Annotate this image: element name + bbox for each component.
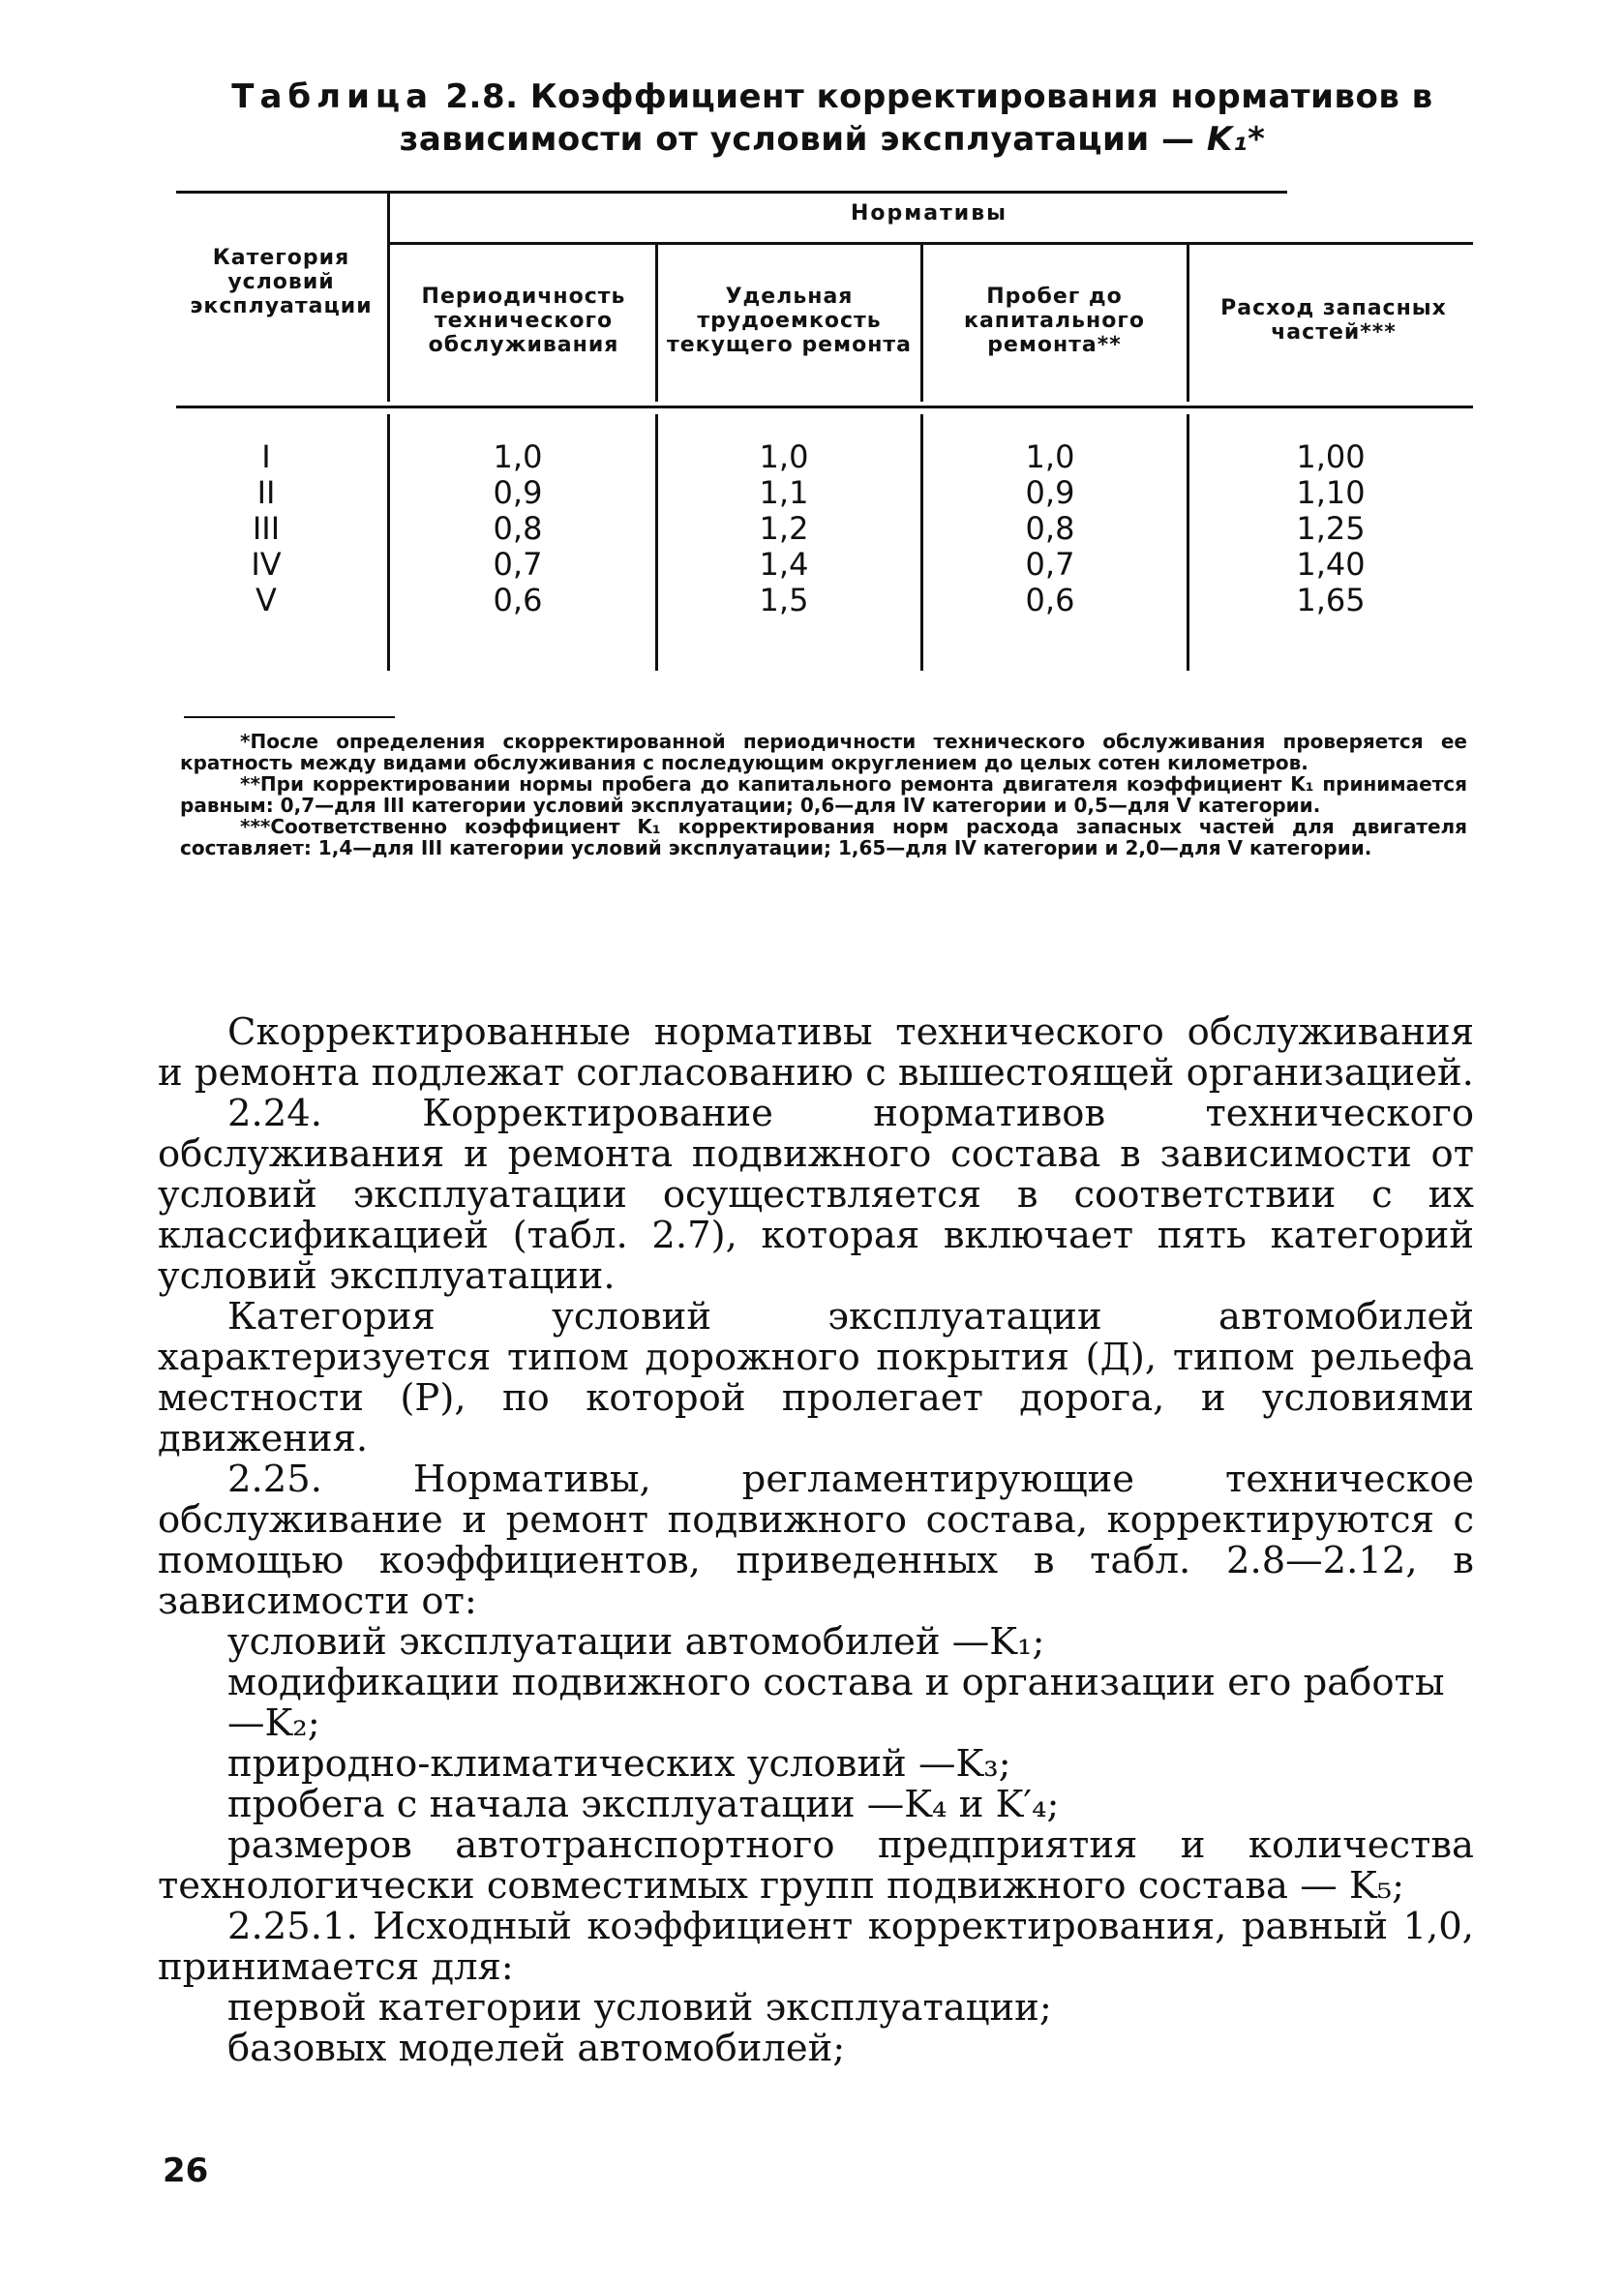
table-caption-label: Таблица bbox=[231, 77, 435, 116]
paragraph: 2.25.1. Исходный коэффициент корректирования, равный 1,0, принимается для: bbox=[158, 1905, 1474, 1989]
body-divider-1 bbox=[387, 414, 390, 671]
body-divider-4 bbox=[1187, 414, 1189, 671]
table-cell: IV bbox=[251, 546, 282, 583]
table-cell: V bbox=[256, 582, 277, 618]
column-labor-values bbox=[692, 439, 876, 618]
column-parts-values bbox=[1239, 439, 1423, 618]
table-cell: I bbox=[261, 438, 271, 475]
table-cell: 1,4 bbox=[759, 546, 809, 583]
table-cell: 1,5 bbox=[759, 582, 809, 618]
table-cell: 0,6 bbox=[493, 582, 543, 618]
footnote-rule bbox=[184, 716, 395, 718]
list-item: базовых моделей автомобилей; bbox=[227, 2027, 846, 2070]
table-cell: 1,65 bbox=[1296, 582, 1366, 618]
table-cell: 1,40 bbox=[1296, 546, 1366, 583]
column-mileage-values bbox=[958, 439, 1142, 618]
paragraph: Категория условий эксплуатации автомобилей характеризуется типом дорожного покрытия (Д), типом рельефа местности (Р), по которой пролегает дорога, и условиями движения. bbox=[158, 1295, 1474, 1460]
table-cell: 1,2 bbox=[759, 510, 809, 547]
table-cell: II bbox=[256, 474, 276, 511]
footnote-3: ***Соответственно коэффициент K₁ корректирования норм расхода запасных частей для двигателя составляет: 1,4—для III категории условий эксплуатации; 1,65—для IV категории и 2,0—для V категории. bbox=[180, 815, 1467, 859]
column-divider-3 bbox=[920, 244, 923, 402]
group-header: Нормативы bbox=[850, 201, 1008, 226]
column-divider-1 bbox=[387, 194, 390, 402]
table-caption bbox=[223, 75, 1442, 161]
table-caption-text: 2.8. Коэффициент корректирования нормативов в зависимости от условий эксплуатации — bbox=[399, 77, 1433, 159]
paragraph: Скорректированные нормативы технического обслуживания и ремонта подлежат согласованию с вышестоящей организацией. bbox=[158, 1010, 1474, 1095]
list-item: модификации подвижного состава и организации его работы —K₂; bbox=[227, 1661, 1445, 1745]
table-cell: 1,0 bbox=[1025, 438, 1075, 475]
column-divider-4 bbox=[1187, 244, 1189, 402]
list-item: пробега с начала эксплуатации —K₄ и K′₄; bbox=[227, 1783, 1060, 1826]
table-cell: 1,25 bbox=[1296, 510, 1366, 547]
footnote-2: **При корректировании нормы пробега до капитального ремонта двигателя коэффициент K₁ принимается равным: 0,7—для III категории условий эксплуатации; 0,6—для IV категории и 0,5—для V категории. bbox=[180, 772, 1467, 817]
body-divider-2 bbox=[655, 414, 658, 671]
column-header-periodicity: Периодичность технического обслуживания bbox=[421, 285, 626, 357]
body-divider-3 bbox=[920, 414, 923, 671]
table-caption-symbol: K₁* bbox=[1206, 120, 1266, 159]
page-number: 26 bbox=[163, 2152, 209, 2190]
column-periodicity-values bbox=[426, 439, 610, 618]
table-cell: III bbox=[252, 510, 281, 547]
list-item: размеров автотранспортного предприятия и количества технологически совместимых групп подвижного состава — K₅; bbox=[158, 1823, 1474, 1908]
list-item: первой категории условий эксплуатации; bbox=[227, 1986, 1052, 2030]
table-cell: 1,0 bbox=[493, 438, 543, 475]
column-header-category: Категория условий эксплуатации bbox=[190, 246, 373, 318]
paragraph: 2.24. Корректирование нормативов технического обслуживания и ремонта подвижного состава в зависимости от условий эксплуатации осуществляется в соответствии с их классификацией (табл. 2.7), которая включает пять категорий условий эксплуатации. bbox=[158, 1092, 1474, 1298]
header-bottom-rule bbox=[176, 406, 1473, 408]
footnote-1: *После определения скорректированной периодичности технического обслуживания проверяется ее кратность между видами обслуживания с последующим округлением до целых сотен километров. bbox=[180, 730, 1467, 774]
group-header-rule bbox=[389, 242, 1473, 245]
table-cell: 0,9 bbox=[1025, 474, 1075, 511]
table-top-rule bbox=[176, 191, 1287, 194]
column-header-labor: Удельная трудоемкость текущего ремонта bbox=[666, 285, 912, 357]
table-cell: 0,6 bbox=[1025, 582, 1075, 618]
column-header-mileage: Пробег до капитального ремонта** bbox=[964, 285, 1145, 357]
table-cell: 0,9 bbox=[493, 474, 543, 511]
paragraph: 2.25. Нормативы, регламентирующие техническое обслуживание и ремонт подвижного состава, корректируются с помощью коэффициентов, приведенных в табл. 2.8—2.12, в зависимости от: bbox=[158, 1458, 1474, 1623]
column-divider-2 bbox=[655, 244, 658, 402]
column-header-parts: Расход запасных частей*** bbox=[1220, 296, 1447, 345]
table-cell: 0,7 bbox=[493, 546, 543, 583]
table-cell: 0,8 bbox=[493, 510, 543, 547]
footnotes bbox=[180, 731, 1467, 858]
list-item: природно-климатических условий —K₃; bbox=[227, 1742, 1011, 1786]
table-cell: 1,00 bbox=[1296, 438, 1366, 475]
table-cell: 1,0 bbox=[759, 438, 809, 475]
table-cell: 0,7 bbox=[1025, 546, 1075, 583]
body-text bbox=[158, 1012, 1474, 2069]
table-cell: 1,1 bbox=[759, 474, 809, 511]
list-item: условий эксплуатации автомобилей —K₁; bbox=[227, 1620, 1045, 1664]
table-cell: 1,10 bbox=[1296, 474, 1366, 511]
table-cell: 0,8 bbox=[1025, 510, 1075, 547]
column-category-values bbox=[184, 439, 348, 618]
